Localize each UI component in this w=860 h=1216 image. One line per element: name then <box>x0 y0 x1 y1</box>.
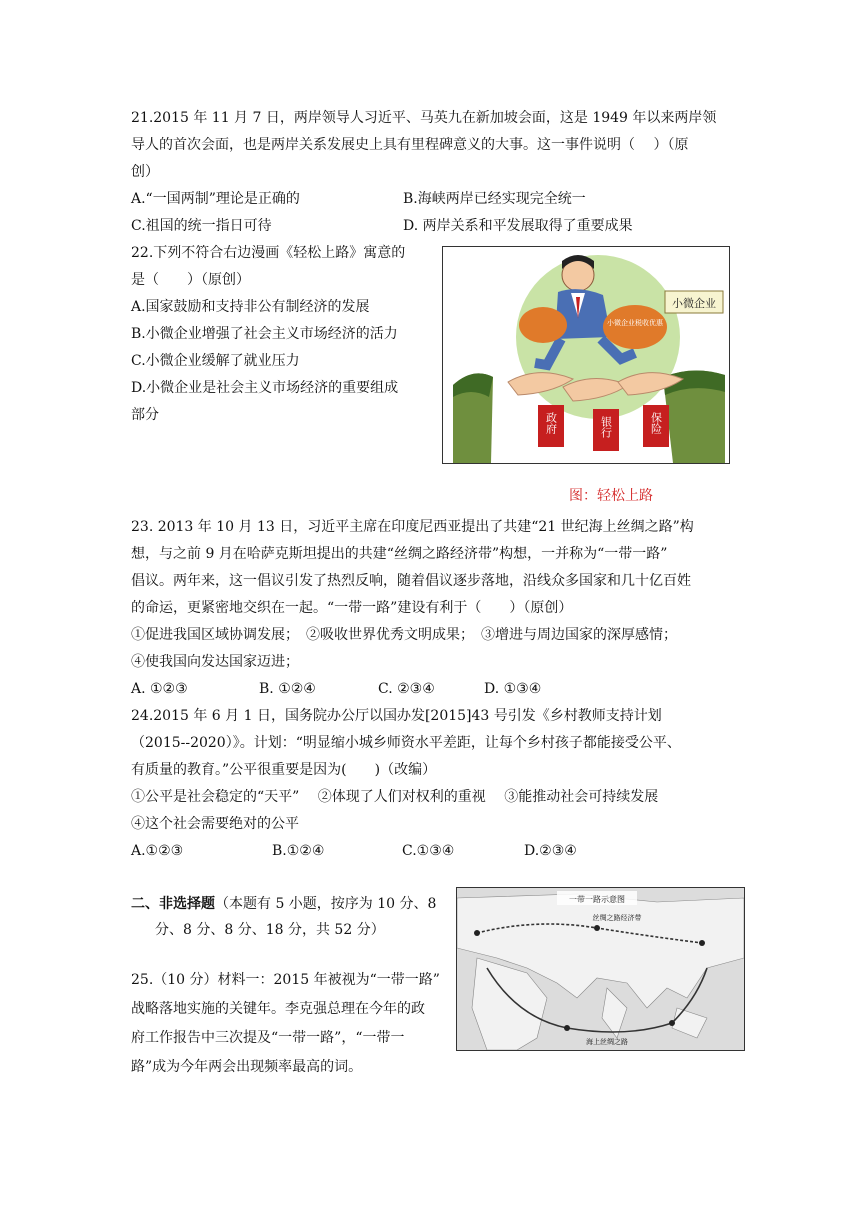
q21-option-d: D. 两岸关系和平发展取得了重要成果 <box>403 218 633 234</box>
money-bag-label: 小微企业税收优惠 <box>607 319 663 327</box>
q21-line-2: 导人的首次会面，也是两岸关系发展史上具有里程碑意义的大事。这一事件说明（ ）（原 <box>131 137 689 153</box>
map-title: 一带一路示意图 <box>569 895 625 904</box>
q22-line-2: 是（ ）（原创） <box>131 272 250 288</box>
q21-line-1: 21.2015 年 11 月 7 日，两岸领导人习近平、马英九在新加坡会面，这是 1949 年以来两岸领 <box>131 110 717 126</box>
section-2-desc-2: 分、8 分、8 分、18 分，共 52 分） <box>155 922 385 938</box>
section-2-desc-1: （本题有 5 小题，按序为 10 分、8 <box>215 896 437 912</box>
map-silk-road-label: 丝绸之路经济带 <box>592 914 642 922</box>
q23-option-c: C. ②③④ <box>378 681 435 697</box>
q22-line-1: 22.下列不符合右边漫画《轻松上路》寓意的 <box>131 245 406 261</box>
cartoon-illustration <box>443 247 729 463</box>
box-government-label: 政府 <box>544 412 558 434</box>
q24-line-5: ④这个社会需要绝对的公平 <box>131 816 299 832</box>
q25-line-4: 路”成为今年两会出现频率最高的词。 <box>131 1059 363 1075</box>
q22-option-a: A.国家鼓励和支持非公有制经济的发展 <box>131 299 370 315</box>
q24-option-a: A.①②③ <box>131 843 184 859</box>
q24-line-4: ①公平是社会稳定的“天平” ②体现了人们对权利的重视 ③能推动社会可持续发展 <box>131 789 659 805</box>
money-bag-left <box>519 307 567 343</box>
q21-option-c: C.祖国的统一指日可待 <box>131 218 272 234</box>
q22-option-d-line-2: 部分 <box>131 407 159 423</box>
sign-label: 小微企业 <box>672 297 716 310</box>
q22-option-d-line-1: D.小微企业是社会主义市场经济的重要组成 <box>131 380 399 396</box>
q24-option-c: C.①③④ <box>402 843 455 859</box>
cartoon-caption: 图：轻松上路 <box>569 488 653 504</box>
box-bank-label: 银行 <box>599 416 613 438</box>
q23-line-5: ①促进我国区域协调发展； ②吸收世界优秀文明成果； ③增进与周边国家的深厚感情； <box>131 627 677 643</box>
q23-option-b: B. ①②④ <box>259 681 316 697</box>
q23-line-3: 倡议。两年来，这一倡议引发了热烈反响，随着倡议逐步落地，沿线众多国家和几十亿百姓 <box>131 573 691 589</box>
map-illustration <box>457 888 744 1050</box>
q22-option-b: B.小微企业增强了社会主义市场经济的活力 <box>131 326 398 342</box>
q21-option-b: B.海峡两岸已经实现完全统一 <box>403 191 586 207</box>
q23-line-4: 的命运，更紧密地交织在一起。“一带一路”建设有利于（ ）（原创） <box>131 600 573 616</box>
box-insurance-label: 保险 <box>649 412 663 434</box>
q24-option-d: D.②③④ <box>524 843 577 859</box>
map-maritime-label: 海上丝绸之路 <box>586 1038 628 1046</box>
q24-line-1: 24.2015 年 6 月 1 日，国务院办公厅以国办发[2015]43 号引发《乡村教师支持计划 <box>131 708 662 724</box>
section-2-heading <box>131 894 436 914</box>
q24-option-b: B.①②④ <box>272 843 325 859</box>
q24-line-3: 有质量的教育。”公平很重要是因为( )（改编） <box>131 762 437 778</box>
q23-line-2: 想，与之前 9 月在哈萨克斯坦提出的共建“丝绸之路经济带”构想，一并称为“一带一路” <box>131 546 668 562</box>
money-bag-right <box>603 305 667 349</box>
section-2-title: 二、非选择题 <box>131 896 215 912</box>
cartoon-easy-road <box>442 246 730 464</box>
q23-line-6: ④使我国向发达国家迈进； <box>131 654 299 670</box>
q25-line-1: 25.（10 分）材料一：2015 年被视为“一带一路” <box>131 972 440 988</box>
q21-line-3: 创） <box>131 164 159 180</box>
q25-line-2: 战略落地实施的关键年。李克强总理在今年的政 <box>131 1001 425 1017</box>
q24-line-2: （2015--2020）》。计划：“明显缩小城乡师资水平差距，让每个乡村孩子都能接受公平、 <box>131 735 681 751</box>
q23-option-a: A. ①②③ <box>131 681 188 697</box>
q23-line-1: 23. 2013 年 10 月 13 日，习近平主席在印度尼西亚提出了共建“21 世纪海上丝绸之路”构 <box>131 519 694 535</box>
q23-option-d: D. ①③④ <box>484 681 542 697</box>
belt-road-map <box>456 887 745 1051</box>
q22-option-c: C.小微企业缓解了就业压力 <box>131 353 300 369</box>
q25-line-3: 府工作报告中三次提及“一带一路”，“一带一 <box>131 1030 405 1046</box>
q21-option-a: A.“一国两制”理论是正确的 <box>131 191 300 207</box>
